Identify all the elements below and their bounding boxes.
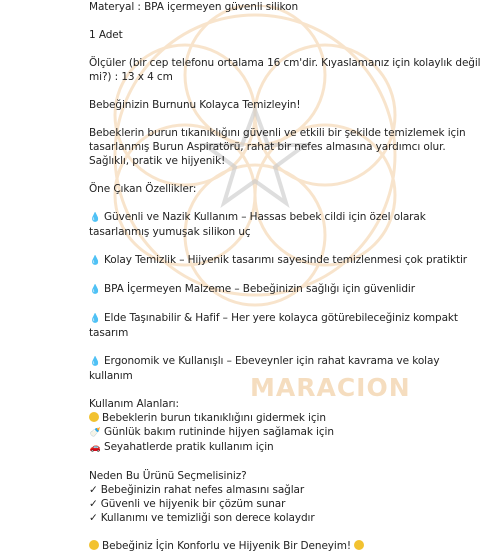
water-drop-icon: 💧 xyxy=(89,256,101,266)
baby-face-icon xyxy=(354,540,364,550)
water-drop-icon: 💧 xyxy=(89,314,101,324)
check-icon: ✓ xyxy=(89,512,98,524)
intro-line-1: Bebeklerin burun tıkanıklığını güvenli ve etkili bir şekilde temizlemek için xyxy=(89,127,466,139)
baby-bottle-icon: 🍼 xyxy=(89,428,101,438)
baby-face-icon xyxy=(89,412,99,422)
check-icon: ✓ xyxy=(89,484,98,496)
dimensions-line-1: Ölçüler (bir cep telefonu ortalama 16 cm'dir. Kıyaslamanız için kolaylık değil xyxy=(89,57,481,69)
features-title: Öne Çıkan Özellikler: xyxy=(89,183,197,195)
watermark-text: MARACION xyxy=(250,373,411,402)
why-item: ✓ Kullanımı ve temizliği son derece kolaydır xyxy=(89,512,315,524)
why-title: Neden Bu Ürünü Seçmelisiniz? xyxy=(89,470,247,482)
usage-item: 🍼 Günlük bakım rutininde hijyen sağlamak için xyxy=(89,426,334,438)
usage-item: Bebeklerin burun tıkanıklığını gidermek için xyxy=(89,411,399,425)
check-icon: ✓ xyxy=(89,498,98,510)
quantity-line: 1 Adet xyxy=(89,29,123,41)
material-line: Materyal : BPA içermeyen güvenli silikon xyxy=(89,1,299,13)
usage-title: Kullanım Alanları: xyxy=(89,398,179,410)
why-item: ✓ Bebeğinizin rahat nefes almasını sağlar xyxy=(89,484,305,496)
feature-item: 💧 Kolay Temizlik – Hijyenik tasarımı sayesinde temizlenmesi çok pratiktir xyxy=(89,254,468,266)
water-drop-icon: 💧 xyxy=(89,357,101,367)
car-icon: 🚗 xyxy=(89,443,101,453)
feature-item: 💧 Elde Taşınabilir & Hafif – Her yere kolayca götürebileceğiniz kompakt xyxy=(89,312,458,324)
feature-item: 💧 Güvenli ve Nazik Kullanım – Hassas bebek cildi için özel olarak xyxy=(89,211,426,223)
feature-item: 💧 BPA İçermeyen Malzeme – Bebeğinizin sağlığı için güvenlidir xyxy=(89,283,415,295)
headline: Bebeğinizin Burnunu Kolayca Temizleyin! xyxy=(89,99,301,111)
baby-face-icon xyxy=(89,540,99,550)
intro-line-3: Sağlıklı, pratik ve hijyenik! xyxy=(89,155,226,167)
water-drop-icon: 💧 xyxy=(89,213,101,223)
why-item: ✓ Güvenli ve hijyenik bir çözüm sunar xyxy=(89,498,286,510)
product-description: Materyal : BPA içermeyen güvenli silikon 1 Adet Ölçüler (bir cep telefonu ortalama 16 cm'dir. Kıyaslamanız için kolaylık değil mi?) : 13 x 4 cm Bebeğinizin Burnunu Kolayca Temizleyin! Bebeklerin burun tıkanıklığını güvenli ve etkili bir şekilde temizlemek için tasarlanmış Burun Aspiratörü, rahat bir nefes almasına yardımcı olur. Sağlıklı, pratik ve hijyenik! Öne Çıkan Özellikler: 💧 Güvenli ve Nazik Kullanım – Hassas bebek cildi için özel olarak tasarlanmış yumuşak silikon uç 💧 Kolay Temizlik – Hijyenik tasarımı sayesinde temizlenmesi çok pratiktir 💧 BPA İçermeyen Malzeme – Bebeğinizin sağlığı için güvenlidir 💧 Elde Taşınabilir & Hafif – Her yere kolayca götürebileceğiniz kompakt tasarım 💧 Ergonomik ve Kullanışlı – Ebeveynler için rahat kavrama ve kolay kullanım Kullanım Alanları: Bebeklerin burun tıkanıklığını gidermek için 🍼 Günlük bakım rutininde hijyen sağlamak için 🚗 Seyahatlerde pratik kullanım için Neden Bu Ürünü Seçmelisiniz? ✓ Bebeğinizin rahat nefes almasını sağlar ✓ Güvenli ve hijyenik bir çözüm sunar ✓ Kullanımı ve temizliği son derece kolaydır Bebeğiniz İçin Konforlu ve Hijyenik Bir Deneyim! xyxy=(89,1,481,552)
closing-line: Bebeğiniz İçin Konforlu ve Hijyenik Bir Deneyim! xyxy=(89,539,399,553)
feature-item: 💧 Ergonomik ve Kullanışlı – Ebeveynler için rahat kavrama ve kolay xyxy=(89,355,440,367)
usage-item: 🚗 Seyahatlerde pratik kullanım için xyxy=(89,441,274,453)
water-drop-icon: 💧 xyxy=(89,285,101,295)
intro-line-2: tasarlanmış Burun Aspiratörü, rahat bir nefes almasına yardımcı olur. xyxy=(89,141,446,153)
dimensions-line-2: mi?) : 13 x 4 cm xyxy=(89,71,173,83)
